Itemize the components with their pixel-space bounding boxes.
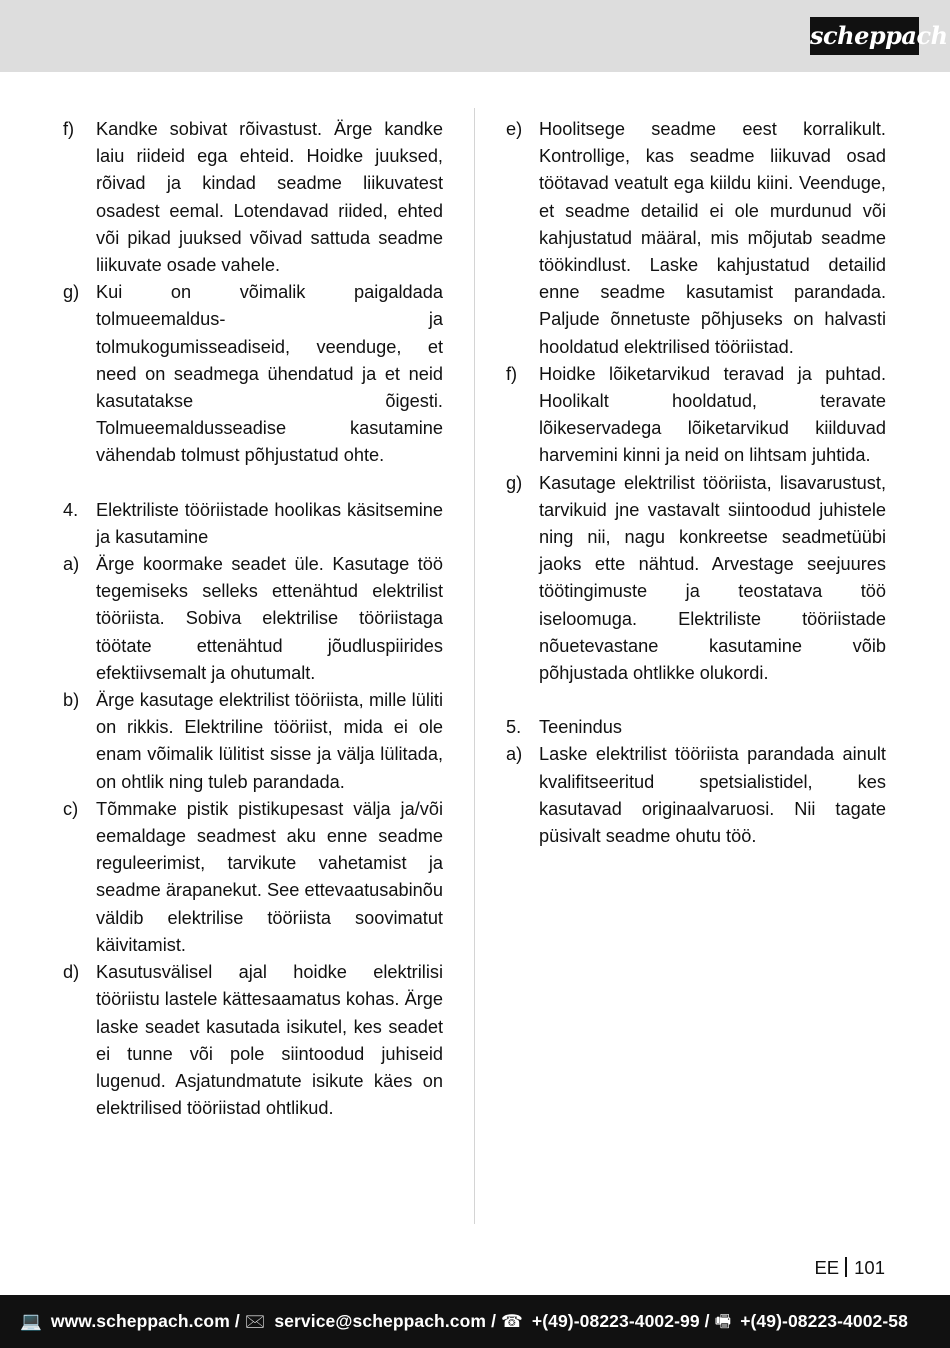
phone-icon: ☎ <box>501 1311 523 1331</box>
list-item-text: Kasutage elektrilist tööriista, lisavarustust, tarvikuid jne vastavalt siintoodud juhistele ning nii, nagu konkreetse seadmetüübi jaoks ette nähtud. Arvestage seejuures töötingimuste ja teostatava töö iseloomuga. Elektriliste tööriistade nõuetevastane kasutamine võib põhjustada ohtlikke olukordi. <box>539 472 886 684</box>
footer-bar <box>0 1295 950 1348</box>
list-item <box>63 796 443 959</box>
list-item <box>63 116 443 279</box>
list-marker: g) <box>506 472 523 493</box>
fax-icon: 🖷 <box>714 1311 732 1331</box>
list-item <box>506 116 886 361</box>
list-item <box>506 470 886 688</box>
list-marker: f) <box>506 363 518 384</box>
contact-line <box>20 1309 908 1339</box>
page-number-value: 101 <box>854 1257 885 1278</box>
list-item-text: Kasutusvälisel ajal hoidke elektrilisi tööriistu lastele kättesaamatus kohas. Ärge laske seadet kasutada isikutel, kes seadet ei tunne või pole siintoodud juhiseid lugenud. Asjatundmatute isikute käes on elektrilised tööriistad ohtlikud. <box>96 962 443 1119</box>
page-number-separator <box>845 1257 847 1277</box>
email-link[interactable]: service@scheppach.com <box>274 1311 487 1331</box>
brand-logo: scheppach <box>810 17 919 55</box>
phone-number: +(49)-08223-4002-99 <box>531 1311 700 1331</box>
column-divider <box>474 108 475 1224</box>
list-item-text: Laske elektrilist tööriista parandada ainult kvalifitseeritud spetsialistidel, kes kasutavad originaalvaruosi. Nii tagate püsivalt seadme ohutu töö. <box>539 744 886 847</box>
list-marker: f) <box>63 119 75 139</box>
footer-separator: / <box>491 1311 497 1331</box>
language-code: EE <box>814 1257 840 1278</box>
list-item-text: Kandke sobivat rõivastust. Ärge kandke laiu riideid ega ehteid. Hoidke juuksed, rõivad ja kindad seadme liikuvatest osadest eemal. Lotendavad riided, ehted või pikad juuksed võivad sattuda seadme liikuvate osade vahele. <box>96 119 443 276</box>
right-column <box>506 116 886 850</box>
header-bar <box>0 0 950 72</box>
list-item <box>506 361 886 470</box>
list-item-text: Hoolitsege seadme eest korralikult. Kontrollige, kas seadme liikuvad osad töötavad veatult ega kiildu kiini. Veenduge, et seadme detailid ei ole murdunud või kahjustatud määral, mis mõjutab seadme töökindlust. Laske kahjustatud detailid enne seadme kasutamist parandada. Paljude õnnetuste põhjuseks on halvasti hooldatud elektrilised tööriistad. <box>539 119 886 357</box>
list-item-text: Ärge kasutage elektrilist tööriista, mille lüliti on rikkis. Elektriline tööriist, mida ei ole enam võimalik lülitist sisse ja välja lülitada, on ohtlik ning tuleb parandada. <box>96 690 443 792</box>
list-item <box>506 741 886 850</box>
list-item-text: Kui on võimalik paigaldada tolmueemaldus- ja tolmukogumisseadiseid, veenduge, et need on seadmega ühendatud ja et neid kasutatakse õigesti. Tolmueemaldusseadise kasutamine vähendab tolmust põhjustatud ohte. <box>96 282 443 466</box>
list-marker: d) <box>63 962 80 983</box>
list-marker: g) <box>63 282 80 303</box>
page-number <box>814 1256 885 1280</box>
section-heading <box>506 714 886 741</box>
list-marker: e) <box>506 119 523 139</box>
list-marker: 4. <box>63 499 79 520</box>
list-marker: a) <box>63 554 80 575</box>
list-marker: c) <box>63 798 79 819</box>
left-column <box>63 116 443 1122</box>
fax-number: +(49)-08223-4002-58 <box>740 1311 908 1331</box>
list-item-text: Ärge koormake seadet üle. Kasutage töö tegemiseks selleks ettenähtud elektrilist tööriista. Sobiva elektrilise tööriistaga töötate ettenähtud jõudluspiirides efektiivsemalt ja ohutumalt. <box>96 554 443 683</box>
list-item <box>63 551 443 687</box>
footer-separator: / <box>234 1311 240 1331</box>
list-marker: b) <box>63 690 80 711</box>
computer-icon: 💻 <box>20 1311 42 1331</box>
list-marker: a) <box>506 744 523 765</box>
section-heading <box>63 497 443 551</box>
list-item-text: Hoidke lõiketarvikud teravad ja puhtad. Hoolikalt hooldatud, teravate lõikeservadega lõiketarvikud kiilduvad harvemini kinni ja neid on lihtsam juhtida. <box>539 363 886 466</box>
section-heading-text: Teenindus <box>539 717 622 738</box>
section-heading-text: Elektriliste tööriistade hoolikas käsitsemine ja kasutamine <box>96 499 443 547</box>
list-item <box>63 959 443 1122</box>
list-marker: 5. <box>506 717 522 738</box>
list-item-text: Tõmmake pistik pistikupesast välja ja/või eemaldage seadmest aku enne seadme reguleerimist, tarvikute vahetamist ja seadme ärapanekut. See ettevaatusabinõu väldib elektrilise tööriista soovimatut käivitamist. <box>96 798 443 955</box>
envelope-icon: 🖂 <box>244 1311 266 1331</box>
website-link[interactable]: www.scheppach.com <box>50 1311 230 1331</box>
list-item <box>63 279 443 469</box>
footer-separator: / <box>704 1311 710 1331</box>
list-item <box>63 687 443 796</box>
